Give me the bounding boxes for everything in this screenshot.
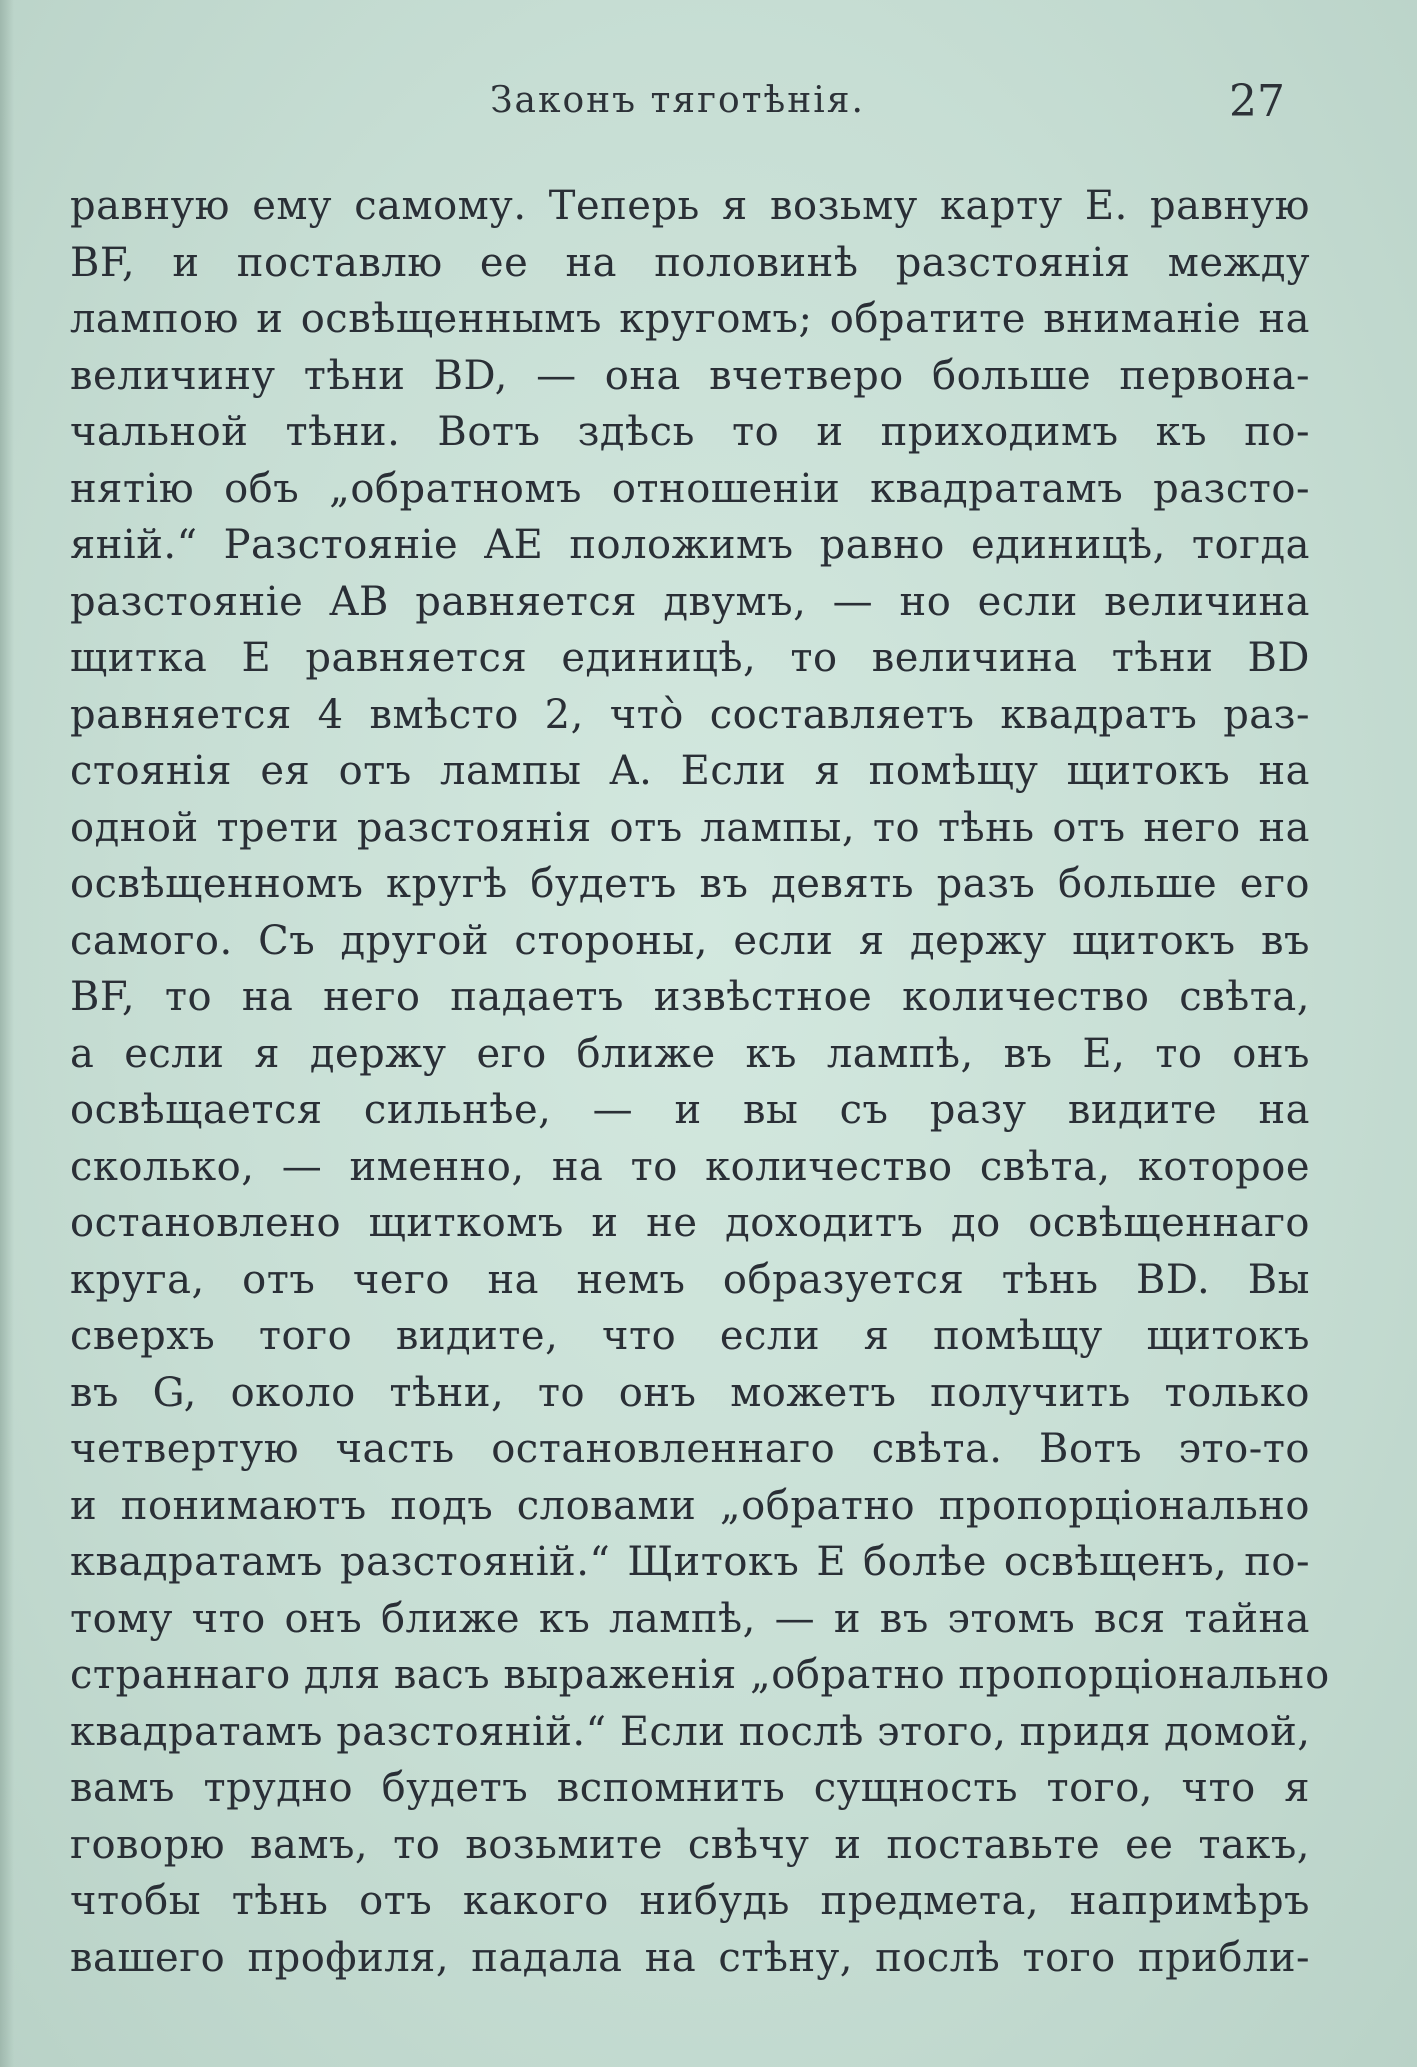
running-head: Законъ тяготѣнія. [490,80,865,121]
text-line: и понимаютъ подъ словами „обратно пропорціонально [70,1482,1310,1529]
text-line: BF, и поставлю ее на половинѣ разстоянія между [70,239,1310,286]
text-line: равняется 4 вмѣсто 2, что̀ составляетъ квадратъ раз- [70,691,1310,738]
text-line: вамъ трудно будетъ вспомнить сущность того, что я [70,1765,1310,1811]
text-line: сверхъ того видите, что если я помѣщу щитокъ [70,1313,1310,1359]
body-text [70,178,1330,1986]
text-line: страннаго для васъ выраженія „обратно пропорціонально [70,1652,1330,1698]
text-line: чальной тѣни. Вотъ здѣсь то и приходимъ къ по- [70,409,1310,455]
text-line: лампою и освѣщеннымъ кругомъ; обратите вниманіе на [70,296,1310,342]
page-header [70,76,1285,136]
text-line: нятію объ „обратномъ отношеніи квадратамъ разсто- [70,465,1310,512]
text-line: вашего профиля, падала на стѣну, послѣ того прибли- [70,1934,1310,1981]
text-line: величину тѣни BD, — она вчетверо больше первона- [70,352,1310,399]
text-line: щитка E равняется единицѣ, то величина тѣни BD [70,635,1310,681]
text-line: яній.“ Разстояніе AE положимъ равно единицѣ, тогда [70,522,1310,568]
text-line: круга, отъ чего на немъ образуется тѣнь BD. Вы [70,1256,1310,1303]
text-line: самого. Съ другой стороны, если я держу щитокъ въ [70,917,1310,964]
text-line: а если я держу его ближе къ лампѣ, въ E, то онъ [70,1030,1310,1077]
text-line: говорю вамъ, то возьмите свѣчу и поставьте ее такъ, [70,1821,1310,1868]
text-line: BF, то на него падаетъ извѣстное количество свѣта, [70,974,1310,1020]
text-line: сколько, — именно, на то количество свѣта, которое [70,1143,1310,1190]
text-line: четвертую часть остановленнаго свѣта. Вотъ это-то [70,1426,1310,1472]
text-line: стоянія ея отъ лампы A. Если я помѣщу щитокъ на [70,748,1310,794]
text-line: въ G, около тѣни, то онъ можетъ получить только [70,1369,1310,1416]
text-line: освѣщается сильнѣе, — и вы съ разу видите на [70,1087,1310,1133]
text-line: равную ему самому. Теперь я возьму карту E. равную [70,183,1310,229]
text-line: квадратамъ разстояній.“ Щитокъ E болѣе освѣщенъ, по- [70,1539,1310,1585]
text-line: квадратамъ разстояній.“ Если послѣ этого, придя домой, [70,1708,1311,1755]
text-line: остановлено щиткомъ и не доходитъ до освѣщеннаго [70,1200,1310,1246]
text-line: одной трети разстоянія отъ лампы, то тѣнь отъ него на [70,804,1310,851]
page-edge-shadow [0,0,14,2067]
text-line: тому что онъ ближе къ лампѣ, — и въ этомъ вся тайна [70,1595,1310,1642]
text-line: чтобы тѣнь отъ какого нибудь предмета, напримѣръ [70,1878,1310,1924]
text-line: разстояніе AB равняется двумъ, — но если величина [70,578,1310,625]
text-line: освѣщенномъ кругѣ будетъ въ девять разъ больше его [70,861,1310,907]
page-number: 27 [1229,76,1285,127]
